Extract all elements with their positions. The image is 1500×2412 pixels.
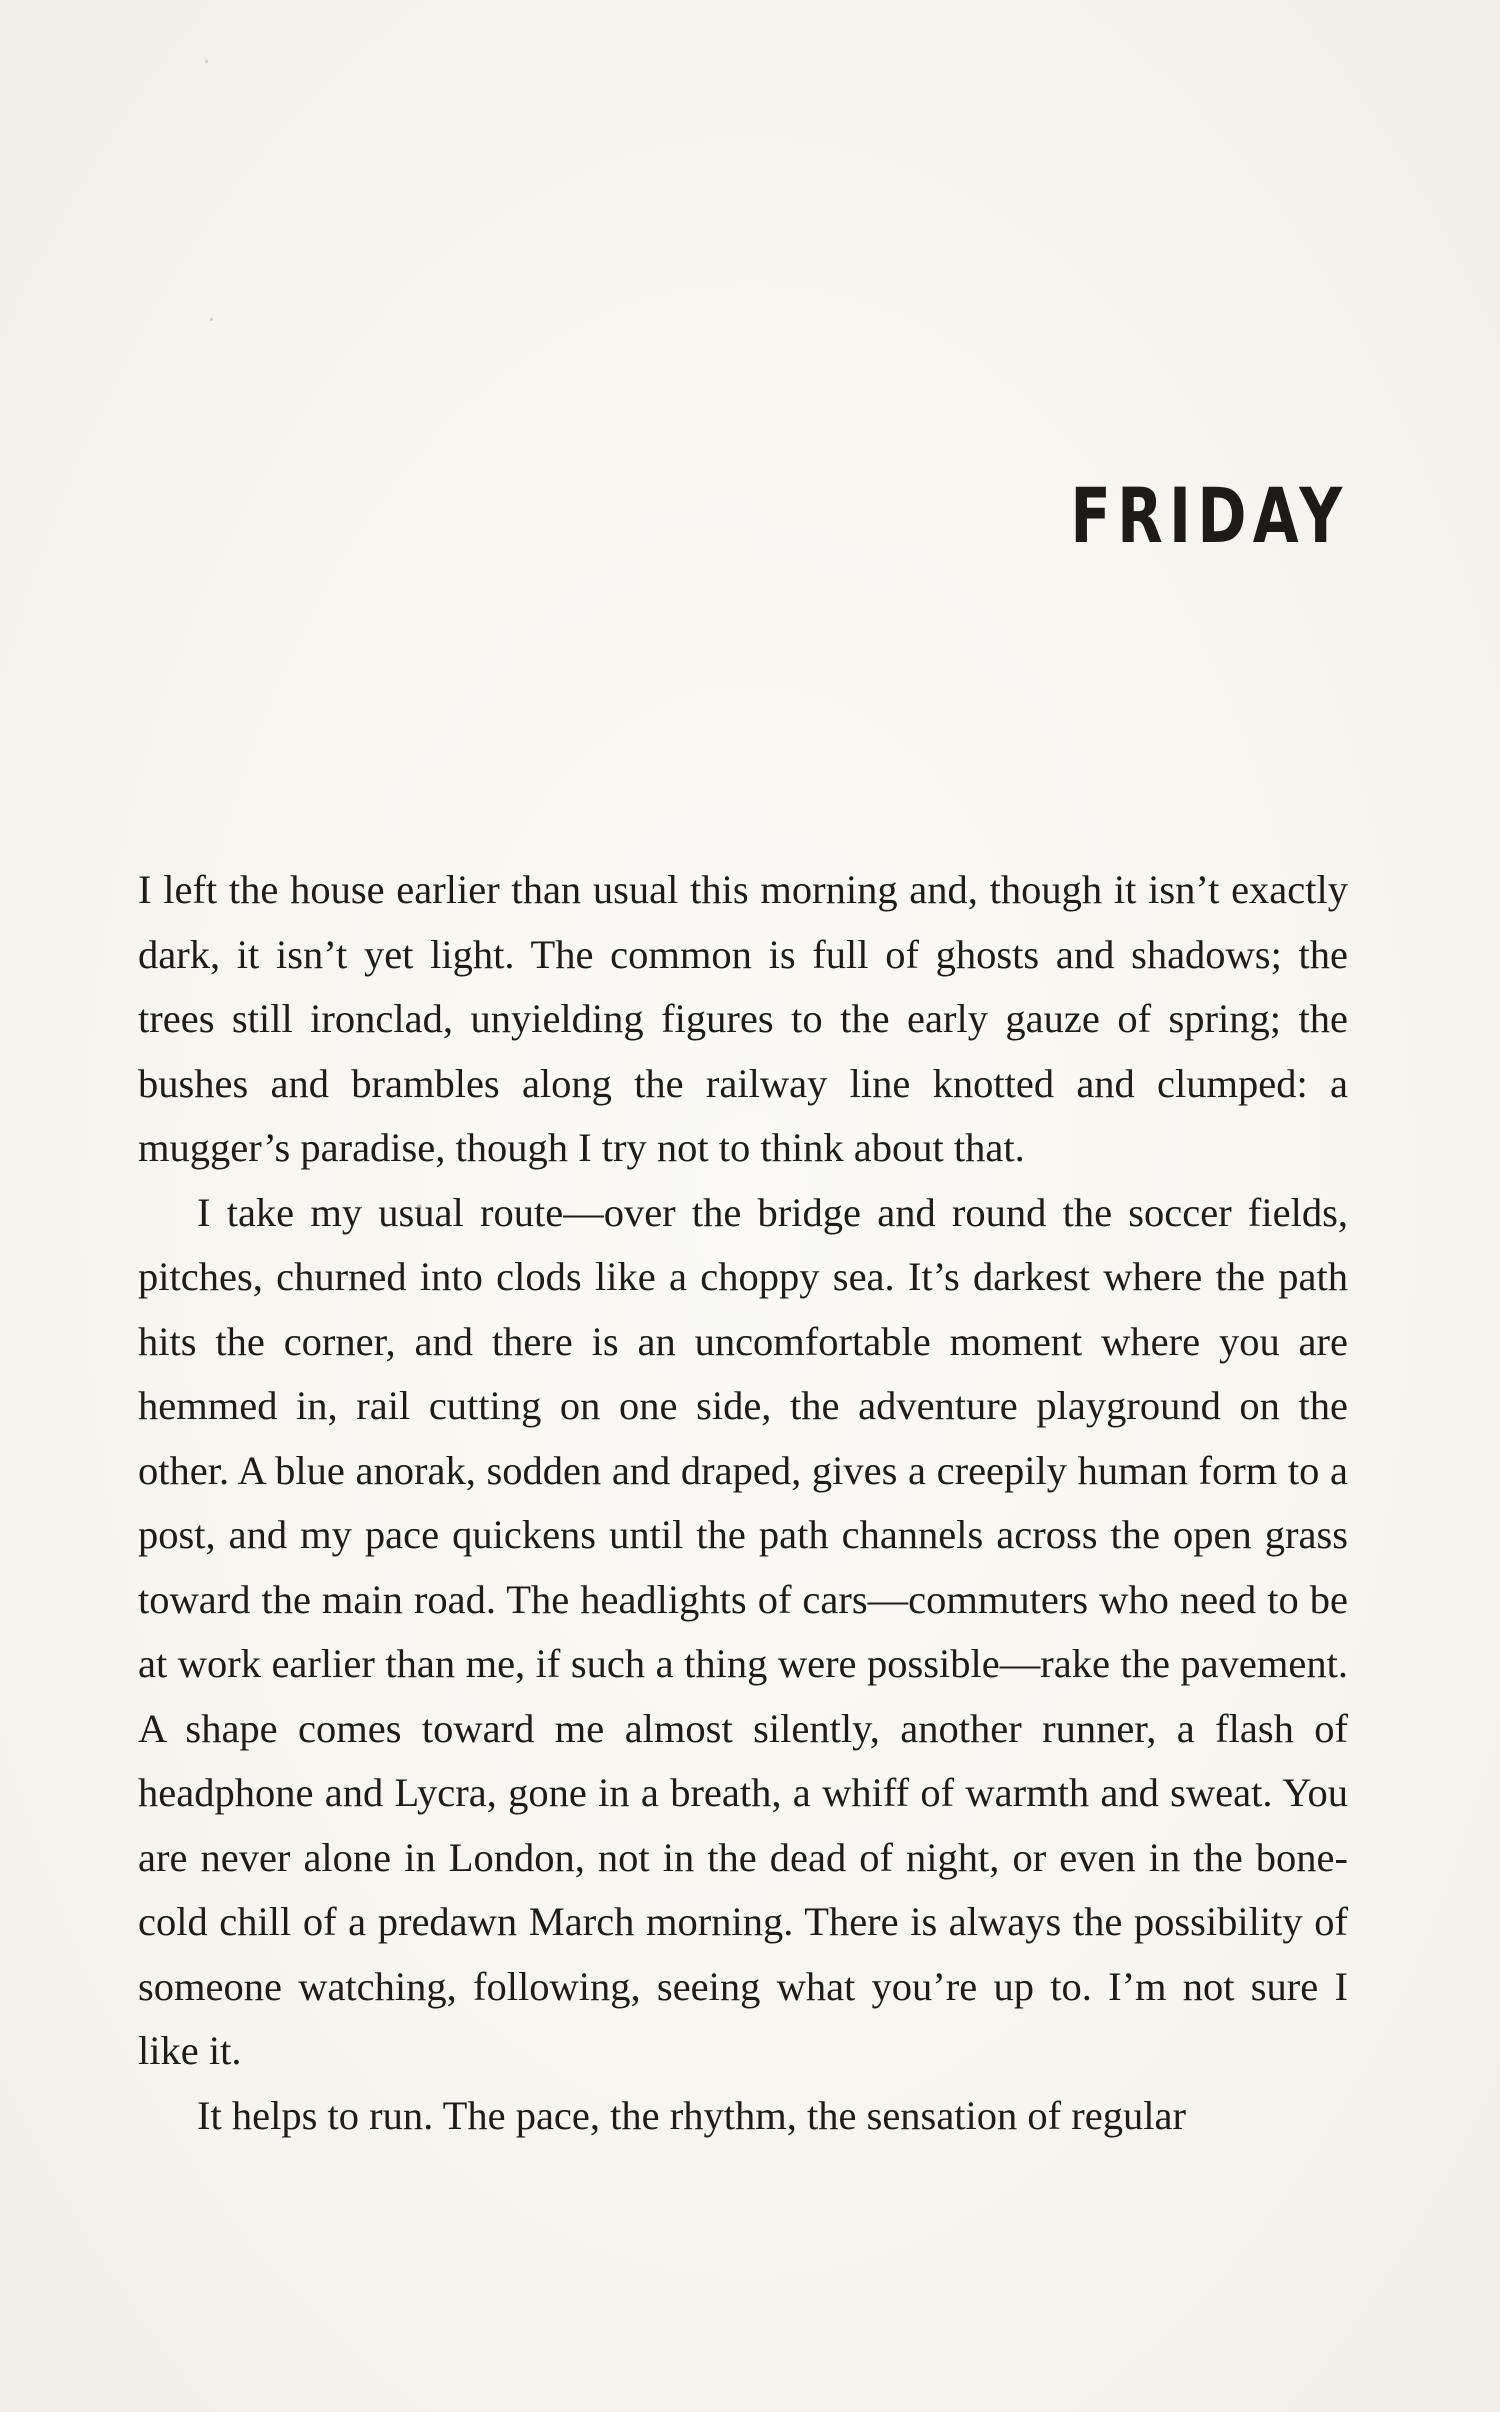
body-text (138, 858, 1348, 2148)
chapter-title: FRIDAY (1070, 471, 1348, 560)
paragraph: I left the house earlier than usual this morning and, though it isn’t exactly dark, it isn’t yet light. The common is full of ghosts and shadows; the trees still ironclad, unyielding figures to the early gauze of spring; the bushes and brambles along the railway line knotted and clumped: a mugger’s paradise, though I try not to think about that. (138, 867, 1348, 1170)
paragraph: It helps to run. The pace, the rhythm, the sensation of regular (197, 2092, 1186, 2138)
paragraph: I take my usual route—over the bridge and round the soccer fields, pitches, churned into clods like a choppy sea. It’s darkest where the path hits the corner, and there is an uncomfortable moment where you are hemmed in, rail cutting on one side, the adventure playground on the other. A blue anorak, sodden and draped, gives a creepily human form to a post, and my pace quickens until the path channels across the open grass toward the main road. The headlights of cars—commuters who need to be at work earlier than me, if such a thing were possible—rake the pavement. A shape comes toward me almost silently, another runner, a flash of headphone and Lycra, gone in a breath, a whiff of warmth and sweat. You are never alone in London, not in the dead of night, or even in the bone-cold chill of a predawn March morning. There is always the possibility of someone watching, following, seeing what you’re up to. I’m not sure I like it. (138, 1189, 1348, 2073)
paper-speck (205, 60, 208, 63)
paper-speck (210, 318, 213, 321)
